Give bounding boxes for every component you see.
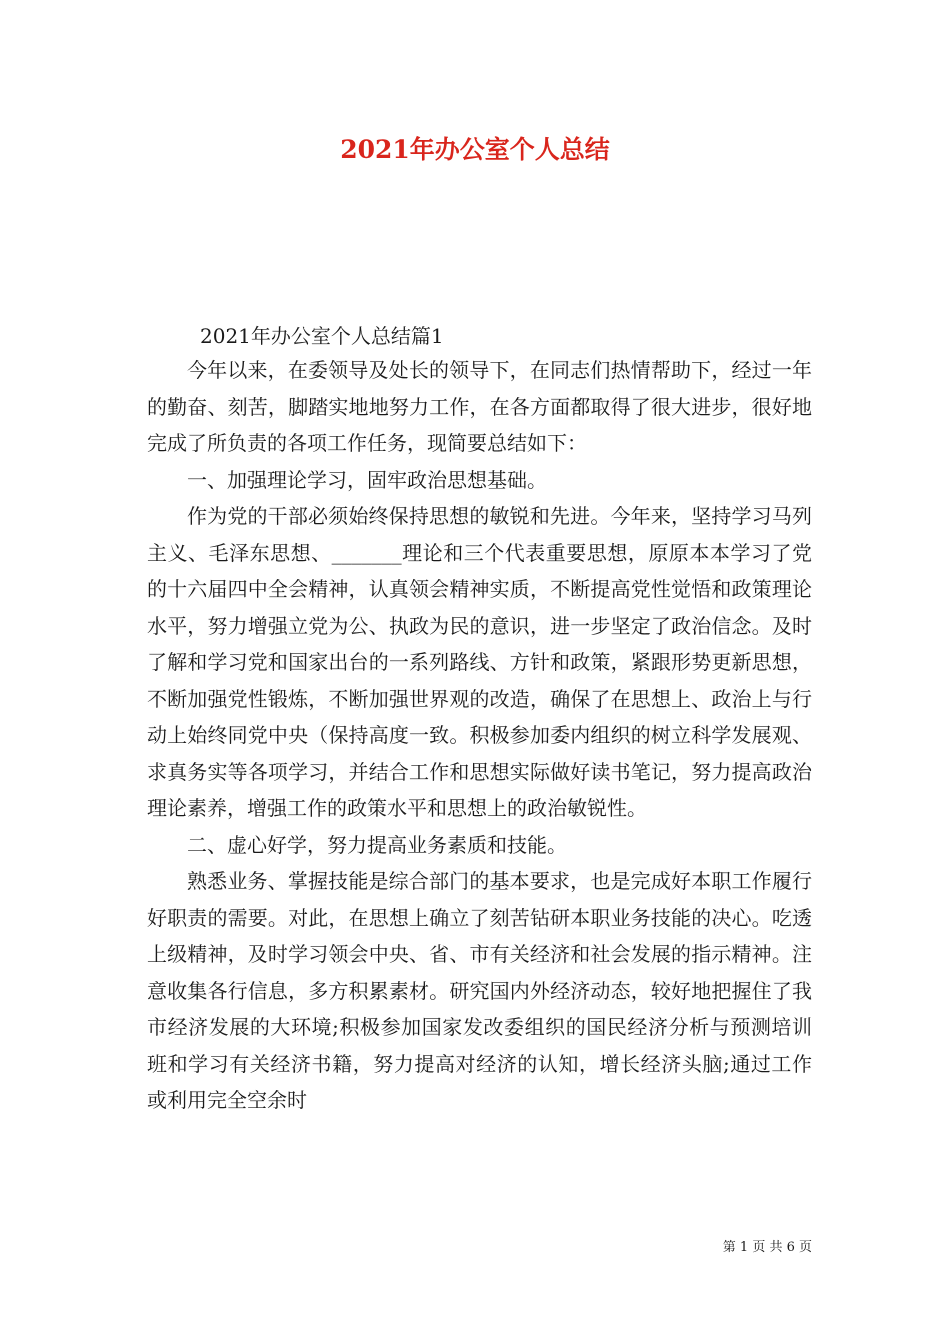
document-body <box>147 352 812 1119</box>
document-title: 2021年办公室个人总结 <box>340 135 610 164</box>
heading-business-skills: 二、虚心好学，努力提高业务素质和技能。 <box>187 832 567 857</box>
paragraph-theory-study: 作为党的干部必须始终保持思想的敏锐和先进。今年来，坚持学习马列主义、毛泽东思想、_______理论和三个代表重要思想，原原本本学习了党的十六届四中全会精神，认真领会精神实质，不断提高党性觉悟和政策理论水平，努力增强立党为公、执政为民的意识，进一步坚定了政治信念。及时了解和学习党和国家出台的一系列路线、方针和政策，紧跟形势更新思想，不断加强党性锻炼，不断加强世界观的改造，确保了在思想上、政治上与行动上始终同党中央（保持高度一致。积极参加委内组织的树立科学发展观、求真务实等各项学习，并结合工作和思想实际做好读书笔记，努力提高政治理论素养，增强工作的政策水平和思想上的政治敏锐性。 <box>147 504 812 820</box>
paragraph-business-skills: 熟悉业务、掌握技能是综合部门的基本要求，也是完成好本职工作履行好职责的需要。对此，在思想上确立了刻苦钻研本职业务技能的决心。吃透上级精神，及时学习领会中央、省、市有关经济和社会发展的指示精神。注意收集各行信息，多方积累素材。研究国内外经济动态，较好地把握住了我市经济发展的大环境;积极参加国家发改委组织的国民经济分析与预测培训班和学习有关经济书籍，努力提高对经济的认知，增长经济头脑;通过工作或利用完全空余时 <box>147 869 812 1112</box>
page-number: 第 1 页 共 6 页 <box>722 1240 812 1255</box>
heading-theory-study: 一、加强理论学习，固牢政治思想基础。 <box>187 467 547 492</box>
section-subtitle: 2021年办公室个人总结篇1 <box>200 324 444 348</box>
paragraph-intro: 今年以来，在委领导及处长的领导下，在同志们热情帮助下，经过一年的勤奋、刻苦，脚踏实地地努力工作，在各方面都取得了很大进步，很好地完成了所负责的各项工作任务，现简要总结如下： <box>147 358 812 455</box>
